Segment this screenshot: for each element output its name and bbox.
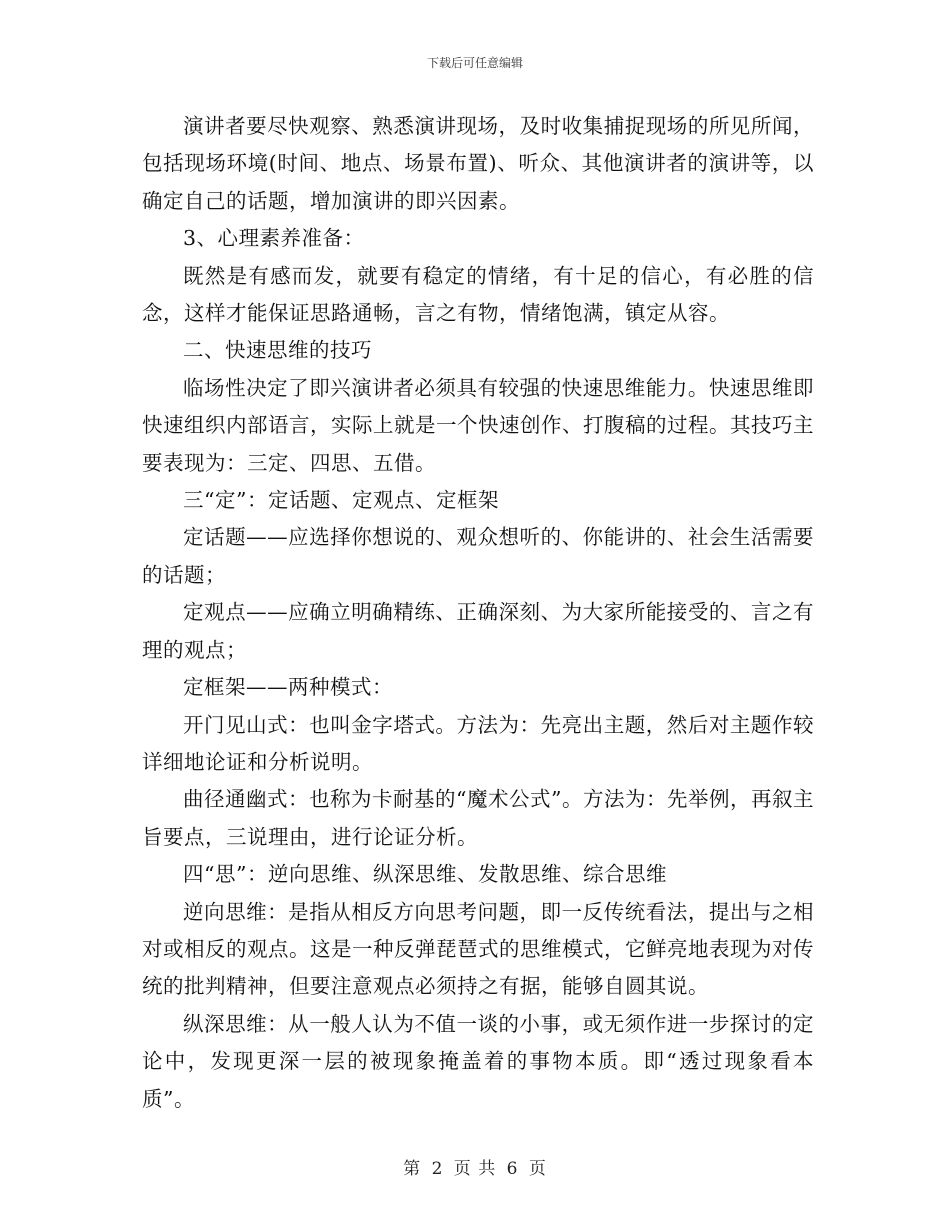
footer-total-pages: 6: [506, 1159, 519, 1179]
paragraph: 逆向思维：是指从相反方向思考问题，即一反传统看法，提出与之相对或相反的观点。这是一种反弹琵琶式的思维模式，它鲜亮地表现为对传统的批判精神，但要注意观点必须持之有据，能够自圆其说。: [142, 899, 814, 999]
page-footer: [0, 1154, 950, 1179]
subsection-heading: 三“定”：定话题、定观点、定框架: [183, 488, 499, 513]
document-body: [142, 108, 814, 1118]
paragraph: 定框架——两种模式：: [183, 675, 393, 700]
subsection-heading: 四“思”：逆向思维、纵深思维、发散思维、综合思维: [183, 862, 667, 887]
footer-middle: 页 共: [453, 1159, 497, 1179]
footer-suffix: 页: [528, 1159, 547, 1179]
paragraph: 3、心理素养准备：: [183, 226, 365, 251]
paragraph: 纵深思维：从一般人认为不值一谈的小事，或无须作进一步探讨的定论中，发现更深一层的被现象掩盖着的事物本质。即“透过现象看本质”。: [142, 1011, 814, 1111]
section-heading: 二、快速思维的技巧: [183, 338, 372, 363]
paragraph: 演讲者要尽快观察、熟悉演讲现场，及时收集捕捉现场的所见所闻，包括现场环境(时间、地点、场景布置)、听众、其他演讲者的演讲等，以确定自己的话题，增加演讲的即兴因素。: [142, 114, 814, 213]
paragraph: 定观点——应确立明确精练、正确深刻、为大家所能接受的、言之有理的观点；: [142, 600, 814, 662]
footer-prefix: 第: [403, 1159, 422, 1179]
page-header: 下载后可任意编辑: [426, 56, 523, 70]
paragraph: 既然是有感而发，就要有稳定的情绪，有十足的信心，有必胜的信念，这样才能保证思路通畅，言之有物，情绪饱满，镇定从容。: [142, 263, 814, 326]
footer-page-number: 2: [431, 1159, 444, 1179]
paragraph: 临场性决定了即兴演讲者必须具有较强的快速思维能力。快速思维即快速组织内部语言，实际上就是一个快速创作、打腹稿的过程。其技巧主要表现为：三定、四思、五借。: [142, 375, 814, 475]
paragraph: 曲径通幽式：也称为卡耐基的“魔术公式”。方法为：先举例，再叙主旨要点，三说理由，进行论证分析。: [142, 787, 814, 849]
paragraph: 定话题——应选择你想说的、观众想听的、你能讲的、社会生活需要的话题；: [142, 525, 814, 587]
paragraph: 开门见山式：也叫金字塔式。方法为：先亮出主题，然后对主题作较详细地论证和分析说明。: [142, 712, 814, 774]
